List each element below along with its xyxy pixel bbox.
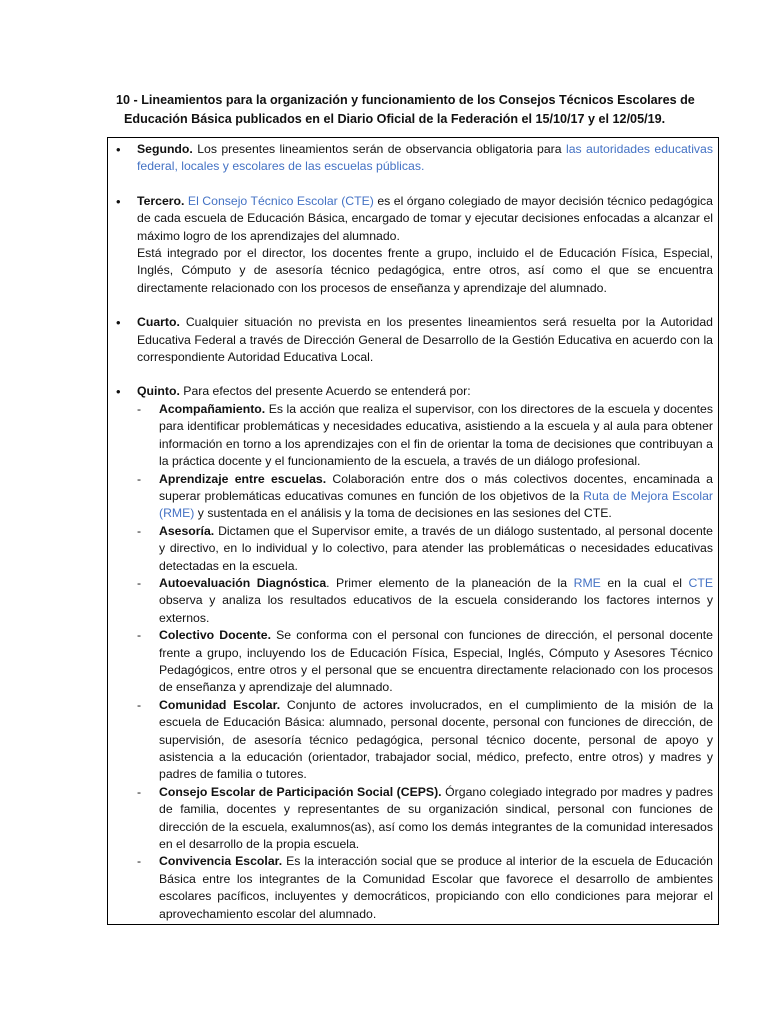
definition-term: Autoevaluación Diagnóstica [159,575,327,590]
bullet-icon: • [116,193,121,209]
bullet-icon: • [116,315,121,331]
definition-term: Acompañamiento. [159,401,266,416]
item-label: Segundo. [137,142,193,156]
definition-text: Se conforma con el personal con funciones de dirección, el personal docente frente a grupo, incluyendo los de Educación Física, Especial, Inglés, Cómputo y Asesores Técnico Pedagógicos, entre otros y el personal que se encuentra directamente relacionado con los procesos de enseñanza y aprendizaje del alumnado. [159,628,713,695]
definition-text: Órgano colegiado integrado por madres y padres de familia, docentes y representantes de su organización sindical, personal con funciones de dirección de la escuela, exalumnos(as), así como los demás integrantes de la comunidad interesados en el desarrollo de la propia escuela. [159,784,713,852]
definition-term: Aprendizaje entre escuelas. [159,471,327,486]
dash-icon: - [137,575,142,590]
item-label: Cuarto. [137,315,180,330]
definition-text: Es la interacción social que se produce al interior de la escuela de Educación Básica entre los integrantes de la Comunidad Escolar que favorece el desarrollo de ambientes escolares pacíficos, incluyentes y democráticos, propiciando con ello condiciones para mejorar el aprovechamiento escolar del alumnado. [159,854,713,921]
definition-text: en la cual el [600,575,689,590]
bullet-icon: • [116,142,121,157]
dash-icon: - [137,854,142,869]
guidelines-box [107,137,719,925]
definition-convivencia [137,853,713,923]
item-text: es el órgano colegiado de mayor decisión técnico pedagógica de cada escuela de Educación Básica, encargado de tomar y ejecutar decisiones enfocadas a alcanzar el máximo logro de los aprendizajes del alumnado. [137,193,713,243]
page-title [116,91,736,129]
definition-acompanamiento [137,401,713,471]
dash-icon: - [137,628,142,643]
definition-aprendizaje [137,471,713,523]
authorities-link[interactable]: las autoridades educativas federal, locales y escolares de las escuelas públicas. [137,142,713,174]
item-text: Los presentes lineamientos serán de observancia obligatoria para [192,142,566,156]
cte-link[interactable]: El Consejo Técnico Escolar (CTE) [187,193,374,208]
item-tercero [116,193,713,297]
definition-consejo [137,784,713,854]
dash-icon: - [137,471,142,486]
definition-text: Dictamen que el Supervisor emite, a través de un diálogo sustentado, al personal docente y directivo, en lo individual y lo colectivo, para atender las problemáticas o necesidades educativas detectadas en la escuela. [159,523,713,573]
bullet-icon: • [116,384,121,400]
title-line-2: Educación Básica publicados en el Diario Oficial de la Federación el 15/10/17 y el 12/05/19. [124,112,666,126]
item-text-continued: Está integrado por el director, los docentes frente a grupo, incluido el de Educación Física, Especial, Inglés, Cómputo y de asesoría técnico pedagógica, entre otros, así como el que se encuentra directamente relacionado con los procesos de enseñanza y aprendizaje del alumnado. [137,246,713,295]
definition-colectivo [137,627,713,697]
cte-link[interactable]: CTE [688,575,714,590]
item-text: Cualquier situación no prevista en los presentes lineamientos será resuelta por la Autoridad Educativa Federal a través de Dirección General de Desarrollo de la Gestión Educativa en acuerdo con la correspondiente Autoridad Educativa Local. [137,315,713,365]
rme-link[interactable]: RME [573,575,601,590]
definition-asesoria [137,523,713,575]
definition-text: y sustentada en el análisis y la toma de decisiones en las sesiones del CTE. [194,506,612,521]
dash-icon: - [137,523,142,538]
dash-icon: - [137,784,142,799]
item-text: Para efectos del presente Acuerdo se entenderá por: [179,384,471,399]
definition-term: Comunidad Escolar. [159,697,281,712]
definition-term: Colectivo Docente. [159,628,271,643]
definition-text: observa y analiza los resultados educativos de la escuela considerando los factores internos y externos. [159,593,713,625]
definition-text: Conjunto de actores involucrados, en el cumplimiento de la misión de la escuela de Educación Básica: alumnado, personal docente, personal con funciones de dirección, de supervisión, de asesoría técnico pedagógica, personal técnico docente, personal de apoyo y asistencia a la educación (orientador, trabajador social, médico, prefecto, entre otros) y madres y padres de familia o tutores. [159,697,714,782]
item-segundo [116,141,713,176]
definition-text: Es la acción que realiza el supervisor, con los directores de la escuela y docentes para identificar problemáticas y necesidades educativa, asistiendo a la escuela y al aula para obtener información en torno a los aprendizajes con el fin de orientar la toma de decisiones que contribuyan a la práctica docente y el funcionamiento de la escuela, a través de un diálogo profesional. [159,401,713,469]
definition-text: Colaboración entre dos o más colectivos docentes, encaminada a superar problemáticas educativas comunes en función de los objetivos de la [159,471,713,503]
definition-term: Convivencia Escolar. [159,854,283,869]
title-line-1: 10 - Lineamientos para la organización y funcionamiento de los Consejos Técnicos Escolares de [116,93,695,107]
definition-text: . Primer elemento de la planeación de la [326,575,574,590]
dash-icon: - [137,401,142,416]
item-quinto [116,383,714,923]
dash-icon: - [137,697,142,712]
definition-autoevaluacion [137,575,714,627]
item-label: Quinto. [137,384,180,399]
item-label: Tercero. [137,193,185,208]
item-cuarto [116,314,713,366]
definition-comunidad [137,697,714,784]
rme-link[interactable]: Ruta de Mejora Escolar (RME) [159,488,713,521]
definition-term: Asesoría. [159,523,215,538]
definition-term: Consejo Escolar de Participación Social (CEPS). [159,784,442,799]
